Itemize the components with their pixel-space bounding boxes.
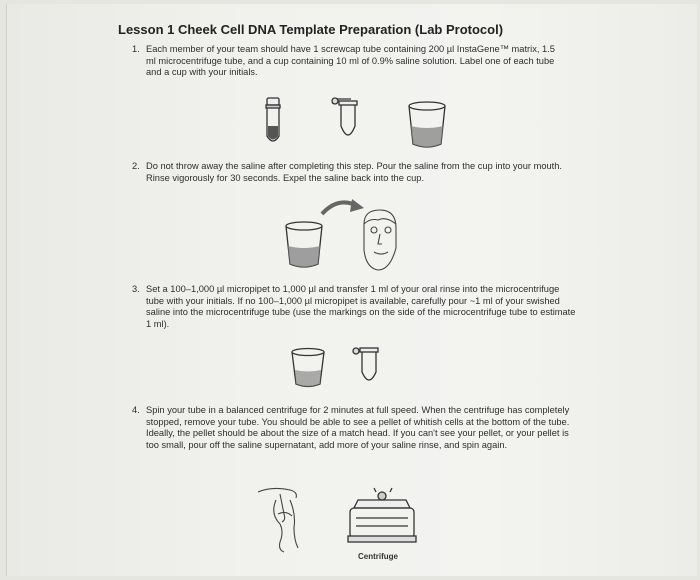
step-text: Set a 100–1,000 µl micropipet to 1,000 µl and transfer 1 ml of your oral rinse into the microcentrifuge tube with your initials. If no 100–1,000 µl micropipet is available, carefully pour ~1 ml of your swished saline into the microcentrifuge tube (use the markings on the side of the microcentrifuge tube to estimate 1 ml). bbox=[146, 284, 576, 329]
step-4 bbox=[132, 405, 578, 451]
arrow-icon bbox=[322, 199, 364, 214]
step-text: Spin your tube in a balanced centrifuge for 2 minutes at full speed. When the centrifuge has completely stopped, remove your tube. You should be able to see a pellet of whitish cells at the bottom of the tube. Ideally, the pellet should be about the size of a match head. If you can't see your pellet, or your pellet is too small, pour off the saline supernatant, add more of your saline rinse, and spin again. bbox=[146, 405, 570, 450]
microcentrifuge-tube-icon bbox=[353, 348, 378, 380]
step-1-figure bbox=[255, 96, 455, 156]
cup-icon bbox=[409, 102, 445, 147]
page-title: Lesson 1 Cheek Cell DNA Template Preparation (Lab Protocol) bbox=[118, 22, 504, 37]
step-text: Each member of your team should have 1 screwcap tube containing 200 µl InstaGene™ matrix, 1.5 ml microcentrifuge tube, and a cup containing 10 ml of 0.9% saline solution. Label one of each tube and a cup with your initials. bbox=[146, 44, 555, 78]
screwcap-tube-icon bbox=[266, 98, 280, 141]
centrifuge-icon bbox=[348, 488, 416, 542]
hand-holding-tube-icon bbox=[258, 488, 298, 552]
step-number: 1. bbox=[132, 44, 140, 54]
step-1 bbox=[132, 44, 564, 79]
step-4-figure bbox=[250, 484, 430, 554]
microcentrifuge-tube-icon bbox=[332, 98, 357, 135]
step-number: 4. bbox=[132, 405, 140, 415]
figure-caption: Centrifuge bbox=[358, 552, 398, 561]
step-3 bbox=[132, 284, 578, 330]
step-3-figure bbox=[286, 344, 396, 392]
step-number: 3. bbox=[132, 284, 140, 294]
cup-icon bbox=[286, 222, 322, 267]
step-text: Do not throw away the saline after completing this step. Pour the saline from the cup into your mouth. Rinse vigorously for 30 seconds. Expel the saline back into the cup. bbox=[146, 161, 562, 183]
step-number: 2. bbox=[132, 161, 140, 171]
cup-icon bbox=[292, 349, 324, 387]
face-icon bbox=[364, 210, 396, 270]
step-2 bbox=[132, 161, 566, 184]
step-2-figure bbox=[278, 190, 418, 276]
